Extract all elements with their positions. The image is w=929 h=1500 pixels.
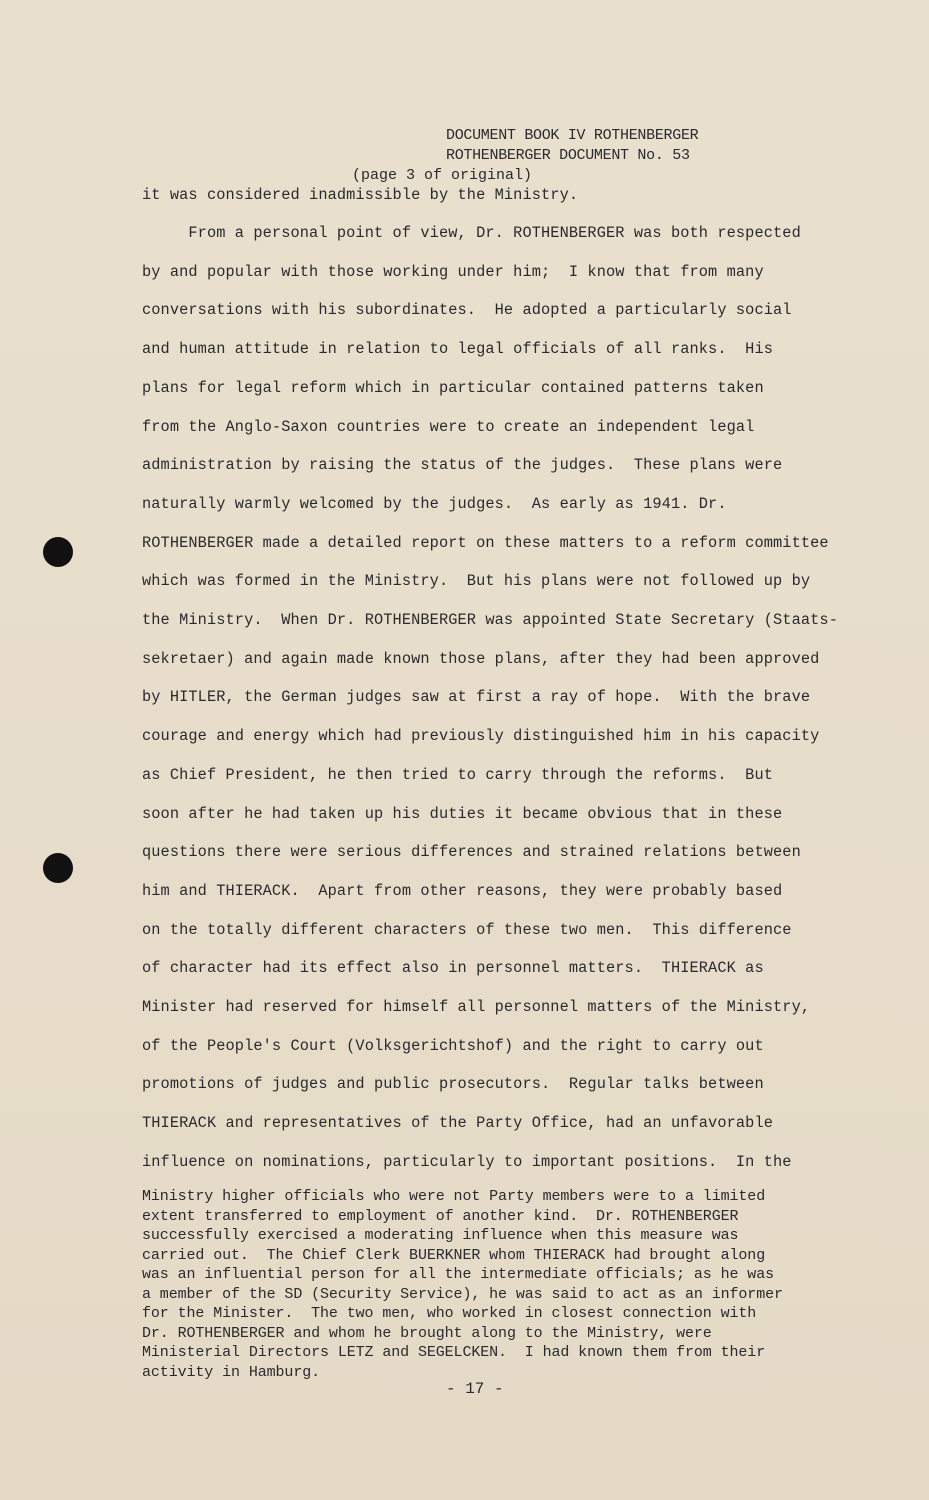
body-line: ROTHENBERGER made a detailed report on these matters to a reform committee (142, 533, 829, 552)
body-line-dense: carried out. The Chief Clerk BUERKNER whom THIERACK had brought along (142, 1246, 766, 1264)
body-line: influence on nominations, particularly to important positions. In the (142, 1152, 792, 1171)
body-line: soon after he had taken up his duties it became obvious that in these (142, 804, 783, 823)
body-line: as Chief President, he then tried to carry through the reforms. But (142, 765, 774, 784)
body-line-dense: Ministry higher officials who were not Party members were to a limited (142, 1188, 766, 1205)
body-line-dense: a member of the SD (Security Service), he was said to act as an informer (142, 1285, 783, 1303)
page-number: - 17 - (446, 1380, 504, 1398)
body-line: conversations with his subordinates. He adopted a particularly social (142, 301, 792, 320)
header-book-line: DOCUMENT BOOK IV ROTHENBERGER (446, 127, 699, 144)
body-line: of the People's Court (Volksgerichtshof) and the right to carry out (142, 1036, 764, 1055)
body-line: questions there were serious differences and strained relations between (142, 843, 801, 862)
page-reference: (page 3 of original) (352, 167, 533, 184)
body-line-dense: extent transferred to employment of another kind. Dr. ROTHENBERGER (142, 1207, 739, 1225)
body-line: plans for legal reform which in particular contained patterns taken (142, 378, 764, 397)
body-line: sekretaer) and again made known those plans, after they had been approved (142, 649, 820, 668)
body-line-dense: was an influential person for all the intermediate officials; as he was (142, 1266, 775, 1283)
body-line: by HITLER, the German judges saw at first a ray of hope. With the brave (142, 688, 811, 707)
body-line: by and popular with those working under him; I know that from many (142, 262, 764, 281)
body-line: courage and energy which had previously distinguished him in his capacity (142, 727, 820, 746)
body-line: Minister had reserved for himself all personnel matters of the Ministry, (142, 998, 811, 1016)
body-line: and human attitude in relation to legal officials of all ranks. His (142, 340, 774, 359)
punch-hole-bottom (43, 853, 73, 883)
header-document-line: ROTHENBERGER DOCUMENT No. 53 (446, 147, 690, 164)
body-line: promotions of judges and public prosecutors. Regular talks between (142, 1075, 764, 1094)
body-line: him and THIERACK. Apart from other reasons, they were probably based (142, 881, 783, 900)
body-line: on the totally different characters of these two men. This difference (142, 920, 792, 939)
body-line-dense: Ministerial Directors LETZ and SEGELCKEN. I had known them from their (142, 1344, 766, 1361)
body-line: from the Anglo-Saxon countries were to create an independent legal (142, 417, 755, 436)
body-line: THIERACK and representatives of the Party Office, had an unfavorable (142, 1114, 774, 1133)
body-line: it was considered inadmissible by the Ministry. (142, 186, 579, 204)
body-line: of character had its effect also in personnel matters. THIERACK as (142, 959, 764, 978)
body-line-dense: activity in Hamburg. (142, 1363, 321, 1381)
body-line: the Ministry. When Dr. ROTHENBERGER was appointed State Secretary (Staats- (142, 611, 838, 629)
punch-hole-top (43, 537, 73, 567)
body-line-dense: for the Minister. The two men, who worked in closest connection with (142, 1305, 757, 1322)
body-line-dense: successfully exercised a moderating influence when this measure was (142, 1227, 739, 1244)
body-line: administration by raising the status of the judges. These plans were (142, 456, 783, 475)
body-line: From a personal point of view, Dr. ROTHENBERGER was both respected (142, 224, 801, 242)
body-line-dense: Dr. ROTHENBERGER and whom he brought along to the Ministry, were (142, 1324, 712, 1342)
body-line: which was formed in the Ministry. But his plans were not followed up by (142, 572, 811, 591)
body-line: naturally warmly welcomed by the judges. As early as 1941. Dr. (142, 494, 727, 513)
